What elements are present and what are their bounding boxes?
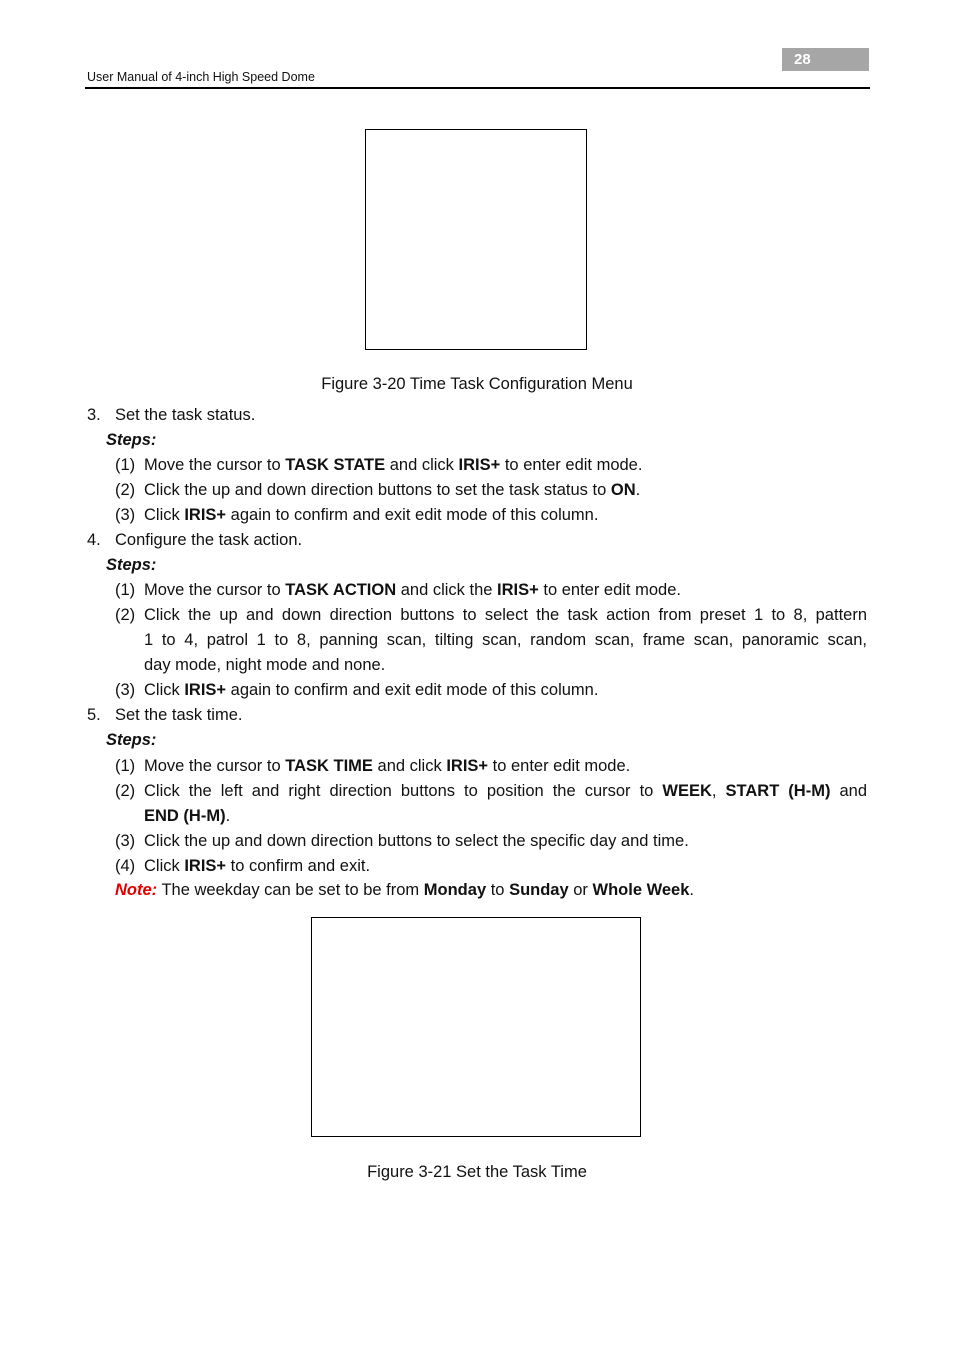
step-5-number: 5. — [87, 706, 101, 724]
text-run: to enter edit mode. — [500, 456, 643, 474]
step-5-substep-1 — [144, 756, 630, 776]
text-run: Click the up and down direction buttons to set the task status to — [144, 481, 611, 499]
bold-term: Whole Week — [592, 881, 690, 899]
text-run: Click — [144, 857, 185, 875]
step-3-text: Set the task status. — [115, 406, 256, 424]
step-5-substep-1-number: (1) — [115, 757, 136, 775]
text-run: to — [486, 881, 510, 899]
step-5-substep-4 — [144, 856, 370, 876]
step-3-substep-1-number: (1) — [115, 456, 136, 474]
text-run: Move the cursor to — [144, 757, 286, 775]
header-divider — [85, 87, 870, 89]
text-run: , — [711, 782, 726, 800]
step-5-substep-2-line-1 — [144, 781, 867, 801]
text-run: Move the cursor to — [144, 456, 286, 474]
step-3-substep-3 — [144, 505, 598, 525]
bold-term: TASK TIME — [285, 757, 373, 775]
step-3-substep-1 — [144, 455, 642, 475]
text-run: . — [225, 807, 231, 825]
text-run: again to confirm and exit edit mode of this column. — [226, 681, 599, 699]
step-3-substep-2-number: (2) — [115, 481, 136, 499]
bold-term: TASK ACTION — [285, 581, 397, 599]
bold-term: WEEK — [662, 782, 712, 800]
bold-term: START (H-M) — [725, 782, 831, 800]
step-3 — [87, 405, 101, 425]
bold-term: IRIS+ — [184, 857, 227, 875]
step-5-note — [115, 880, 694, 900]
text-run: again to confirm and exit edit mode of this column. — [226, 506, 599, 524]
step-4-number: 4. — [87, 531, 101, 549]
bold-term: IRIS+ — [458, 456, 501, 474]
step-5-substep-4-number: (4) — [115, 857, 136, 875]
step-4-steps-label: Steps: — [106, 556, 157, 574]
text-run: Move the cursor to — [144, 581, 286, 599]
figure-3-20-caption: Figure 3-20 Time Task Configuration Menu — [321, 375, 633, 393]
text-run: to enter edit mode. — [538, 581, 681, 599]
step-5-substep-2-number: (2) — [115, 782, 136, 800]
step-5-substep-3: Click the up and down direction buttons to select the specific day and time. — [144, 832, 689, 850]
step-3-substep-2 — [144, 480, 640, 500]
step-4-substep-2-line-2: 1 to 4, patrol 1 to 8, panning scan, tilting scan, random scan, frame scan, panoramic scan, — [144, 631, 867, 649]
note-label: Note: — [115, 881, 158, 899]
text-run: and click — [372, 757, 447, 775]
figure-3-21-image — [311, 917, 641, 1137]
step-4-substep-3 — [144, 680, 598, 700]
step-3-number: 3. — [87, 406, 101, 424]
step-5-text: Set the task time. — [115, 706, 243, 724]
text-run: Click — [144, 681, 185, 699]
bold-term: END (H-M) — [144, 807, 226, 825]
step-5-substep-2-line-2 — [144, 806, 230, 826]
step-4-substep-1 — [144, 580, 681, 600]
document-title: User Manual of 4-inch High Speed Dome — [87, 70, 315, 84]
bold-term: Sunday — [509, 881, 569, 899]
step-4-substep-2-number: (2) — [115, 606, 136, 624]
step-5-steps-label: Steps: — [106, 731, 157, 749]
text-run: The weekday can be set to be from — [157, 881, 424, 899]
page-number: 28 — [782, 48, 869, 71]
text-run: or — [568, 881, 593, 899]
step-5-substep-3-number: (3) — [115, 832, 136, 850]
text-run: Click — [144, 506, 185, 524]
step-4-substep-2-line-3: day mode, night mode and none. — [144, 656, 386, 674]
text-run: . — [635, 481, 641, 499]
bold-term: IRIS+ — [184, 506, 227, 524]
text-run: and click — [385, 456, 459, 474]
bold-term: IRIS+ — [446, 757, 489, 775]
step-3-steps-label: Steps: — [106, 431, 157, 449]
step-4-substep-1-number: (1) — [115, 581, 136, 599]
figure-3-21-caption: Figure 3-21 Set the Task Time — [367, 1163, 587, 1181]
figure-3-20-image — [365, 129, 587, 350]
text-run: . — [689, 881, 694, 899]
bold-term: TASK STATE — [285, 456, 386, 474]
step-4-substep-2-line-1: Click the up and down direction buttons to select the task action from preset 1 to 8, pattern — [144, 606, 867, 624]
bold-term: ON — [610, 481, 636, 499]
bold-term: IRIS+ — [497, 581, 539, 599]
text-run: to enter edit mode. — [488, 757, 631, 775]
step-4-substep-3-number: (3) — [115, 681, 136, 699]
text-run: to confirm and exit. — [226, 857, 371, 875]
bold-term: IRIS+ — [184, 681, 227, 699]
text-run: and click the — [396, 581, 498, 599]
text-run: Click the left and right direction buttons to position the cursor to — [144, 782, 663, 800]
step-3-substep-3-number: (3) — [115, 506, 136, 524]
bold-term: Monday — [423, 881, 487, 899]
step-4-text: Configure the task action. — [115, 531, 303, 549]
text-run: and — [830, 782, 868, 800]
